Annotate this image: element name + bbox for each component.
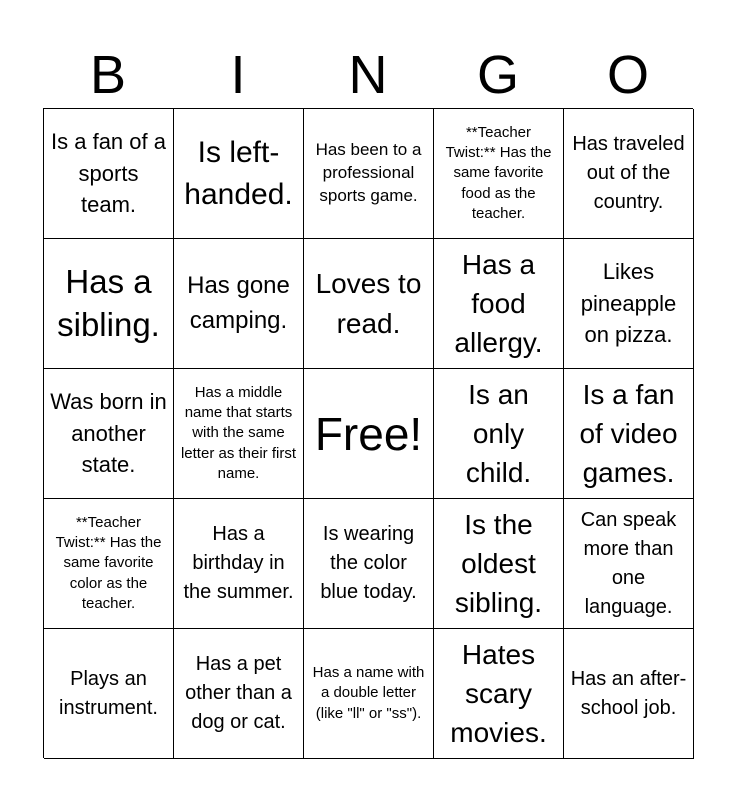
cell-text: Has an after-school job.: [570, 667, 687, 719]
cell-text: Is a fan of a sports team.: [51, 128, 166, 218]
cell-text: Has a birthday in the summer.: [183, 523, 294, 603]
bingo-cell[interactable]: [434, 369, 564, 499]
bingo-cell[interactable]: [44, 369, 174, 499]
cell-text: Plays an instrument.: [59, 667, 158, 719]
header-letter-i: I: [230, 45, 246, 105]
cell-text: **Teacher Twist:** Has the same favorite food as the teacher.: [445, 123, 552, 222]
cell-text: Is an only child.: [465, 378, 532, 489]
cell-text: Has a sibling.: [57, 262, 160, 343]
cell-text: **Teacher Twist:** Has the same favorite color as the teacher.: [55, 513, 162, 612]
cell-text: Can speak more than one language.: [580, 508, 677, 618]
bingo-cell[interactable]: [44, 499, 174, 629]
bingo-cell[interactable]: [434, 629, 564, 759]
bingo-cell[interactable]: [564, 239, 694, 369]
cell-text: Is the oldest sibling.: [454, 508, 543, 619]
cell-text: Has gone camping.: [187, 271, 290, 334]
bingo-cell[interactable]: [434, 239, 564, 369]
cell-text: Has a food allergy.: [454, 248, 543, 359]
header-letter-b: B: [89, 45, 127, 105]
cell-text: Likes pineapple on pizza.: [580, 258, 677, 348]
cell-text: Hates scary movies.: [450, 638, 547, 749]
cell-text: Loves to read.: [315, 268, 422, 339]
bingo-cell[interactable]: [174, 499, 304, 629]
bingo-cell[interactable]: [304, 499, 434, 629]
cell-text: Has a middle name that starts with the same letter as their first name.: [180, 383, 297, 482]
header-letter-n: N: [348, 45, 388, 105]
cell-text: Is a fan of video games.: [579, 378, 678, 489]
bingo-cell[interactable]: [174, 369, 304, 499]
cell-text: Has been to a professional sports game.: [315, 140, 422, 205]
bingo-board: [43, 108, 693, 758]
cell-text: Was born in another state.: [50, 388, 167, 478]
cell-text: Has a name with a double letter (like "ll" or "ss").: [312, 664, 425, 722]
bingo-cell[interactable]: [564, 109, 694, 239]
header-letter-g: G: [476, 45, 519, 105]
bingo-cell[interactable]: [174, 239, 304, 369]
bingo-cell[interactable]: [44, 109, 174, 239]
bingo-cell[interactable]: [434, 499, 564, 629]
bingo-cell[interactable]: [174, 109, 304, 239]
bingo-cell[interactable]: [564, 499, 694, 629]
cell-text: Is left-handed.: [184, 135, 293, 211]
bingo-cell[interactable]: [174, 629, 304, 759]
bingo-cell[interactable]: [304, 239, 434, 369]
free-space-text: Free!: [314, 407, 423, 460]
bingo-header: [43, 42, 693, 108]
free-space[interactable]: [304, 369, 434, 499]
bingo-cell[interactable]: [304, 109, 434, 239]
cell-text: Has traveled out of the country.: [572, 133, 685, 213]
bingo-cell[interactable]: [564, 369, 694, 499]
header-letter-o: O: [606, 45, 649, 105]
bingo-cell[interactable]: [564, 629, 694, 759]
bingo-cell[interactable]: [44, 629, 174, 759]
cell-text: Has a pet other than a dog or cat.: [185, 653, 292, 733]
bingo-cell[interactable]: [434, 109, 564, 239]
cell-text: Is wearing the color blue today.: [320, 523, 417, 603]
bingo-cell[interactable]: [44, 239, 174, 369]
bingo-cell[interactable]: [304, 629, 434, 759]
